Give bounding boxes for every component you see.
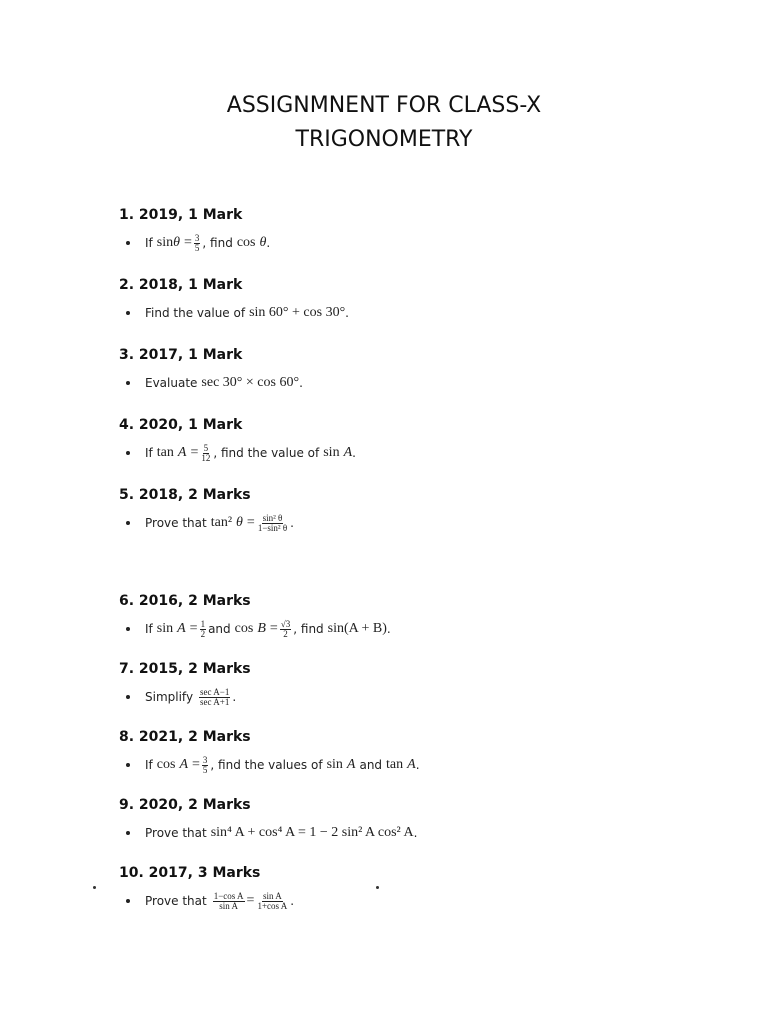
title-line-2: TRIGONOMETRY <box>295 127 473 152</box>
question-10-text: Prove that $\frac{\text{1−cos A}}{\text{sin A}}$ = $\frac{\text{sin A}}{\text{1+cos A}}$ . <box>119 891 739 911</box>
bullet-icon <box>126 899 130 903</box>
bullet-icon <box>126 763 130 767</box>
bullet-icon <box>126 627 130 631</box>
question-2-heading: 2. 2018, 1 Mark <box>119 277 243 293</box>
question-list <box>119 205 739 911</box>
question-7-heading: 7. 2015, 2 Marks <box>119 661 251 677</box>
fraction: $\frac{\text{sin² θ}}{\text{1−sin² θ}}$ <box>257 512 288 533</box>
stray-dot <box>93 886 96 889</box>
question-10 <box>119 863 739 911</box>
question-5-heading: 5. 2018, 2 Marks <box>119 487 251 503</box>
stray-dot <box>376 886 379 889</box>
fraction: $\frac{\text{sec A−1}}{\text{sec A+1}}$ <box>200 686 230 707</box>
question-1 <box>119 205 739 253</box>
question-8-heading: 8. 2021, 2 Marks <box>119 729 251 745</box>
question-1-heading: 1. 2019, 1 Mark <box>119 207 243 223</box>
bullet-icon <box>126 451 130 455</box>
fraction: $\frac{3}{5}$ <box>194 232 200 253</box>
question-2-text: Find the value of sin 60° + cos 30° . <box>119 303 739 323</box>
fraction: $\frac{\text{sin A}}{\text{1+cos A}}$ <box>257 890 288 911</box>
fraction: $\frac{√3}{2}$ <box>280 618 291 639</box>
question-1-text: If sin θ = $\frac{3}{5}$ , find cos θ . <box>119 233 739 253</box>
question-3-heading: 3. 2017, 1 Mark <box>119 347 243 363</box>
bullet-icon <box>126 311 130 315</box>
question-6 <box>119 591 739 639</box>
document-title <box>0 89 768 157</box>
bullet-icon <box>126 521 130 525</box>
question-7-text: Simplify $\frac{\text{sec A−1}}{\text{sec A+1}}$ . <box>119 687 739 707</box>
question-4 <box>119 415 739 463</box>
fraction: $\frac{\text{1−cos A}}{\text{sin A}}$ <box>213 890 244 911</box>
question-6-heading: 6. 2016, 2 Marks <box>119 593 251 609</box>
question-8 <box>119 727 739 775</box>
bullet-icon <box>126 831 130 835</box>
question-4-text: If tan A = $\frac{5}{12}$ , find the value of sin A . <box>119 443 739 463</box>
question-9-heading: 9. 2020, 2 Marks <box>119 797 251 813</box>
fraction: $\frac{3}{5}$ <box>202 754 208 775</box>
question-4-heading: 4. 2020, 1 Mark <box>119 417 243 433</box>
fraction: $\frac{1}{2}$ <box>200 618 206 639</box>
question-9 <box>119 795 739 843</box>
bullet-icon <box>126 241 130 245</box>
question-3-text: Evaluate sec 30° × cos 60° . <box>119 373 739 393</box>
question-3 <box>119 345 739 393</box>
question-9-text: Prove that sin⁴ A + cos⁴ A = 1 − 2 sin² A cos² A . <box>119 823 739 843</box>
question-8-text: If cos A = $\frac{3}{5}$ , find the values of sin A and tan A . <box>119 755 739 775</box>
fraction: $\frac{5}{12}$ <box>201 442 211 463</box>
question-5-text: Prove that tan² θ = $\frac{\text{sin² θ}}{\text{1−sin² θ}}$ . <box>119 513 739 533</box>
question-10-heading: 10. 2017, 3 Marks <box>119 865 261 881</box>
bullet-icon <box>126 381 130 385</box>
title-line-1: ASSIGNMNENT FOR CLASS-X <box>226 93 542 118</box>
question-6-text: If sin A = $\frac{1}{2}$ and cos B = $\frac{√3}{2}$ , find sin(A + B) . <box>119 619 739 639</box>
question-7 <box>119 659 739 707</box>
bullet-icon <box>126 695 130 699</box>
question-2 <box>119 275 739 323</box>
question-5 <box>119 485 739 533</box>
